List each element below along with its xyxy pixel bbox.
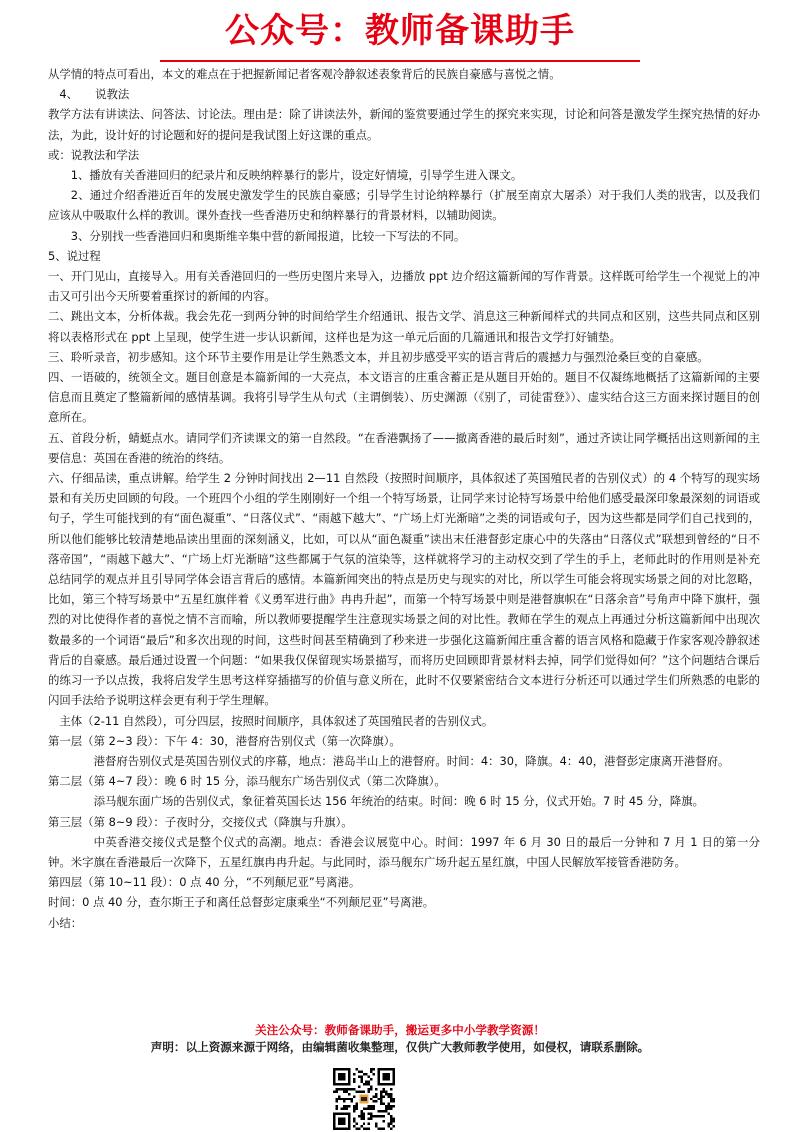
list-item: 1、播放有关香港回归的纪录片和反映纳粹暴行的影片，设定好情境，引导学生进入课文。 (70, 168, 523, 183)
footer (0, 1022, 800, 1056)
paragraph: 添马舰东面广场的告别仪式，象征着英国长达 156 年统治的结束。时间：晚 6 时 15 分，仪式开始。7 时 45 分，降旗。 (93, 794, 704, 809)
footer-notice: 关注公众号：教师备课助手，搬运更多中小学教学资源！ (255, 1023, 545, 1037)
paragraph: 主体（2-11 自然段），可分四层，按照时间顺序，具体叙述了英国殖民者的告别仪式。 (59, 713, 494, 728)
qr-code-icon (333, 1068, 395, 1130)
page-title: 公众号：教师备课助手 (225, 11, 575, 51)
list-item: 2、通过介绍香港近百年的发展史激发学生的民族自豪感；引导学生讨论纳粹暴行（扩展至南京大屠杀）对于我们人类的戕害，以及我们应该从中吸取什么样的教训。课外查找一些香港历史和纳粹暴行的背景材料，以辅助阅读。 (48, 188, 760, 223)
paragraph: 第三层（第 8~9 段）：子夜时分，交接仪式（降旗与升旗）。 (48, 814, 353, 829)
paragraph: 第四层（第 10~11 段）：0 点 40 分，“不列颠尼亚”号离港。 (48, 875, 361, 890)
paragraph: 或：说教法和学法 (48, 147, 140, 162)
footer-disclaimer: 声明：以上资源来源于网络，由编辑菌收集整理，仅供广大教师教学使用，如侵权，请联系删除。 (150, 1040, 650, 1054)
paragraph: 小结： (48, 915, 83, 930)
paragraph: 从学情的特点可看出，本文的难点在于把握新闻记者客观冷静叙述表象背后的民族自豪感与喜悦之情。 (48, 67, 561, 81)
paragraph: 教学方法有讲读法、问答法、讨论法。理由是：除了讲读法外，新闻的鉴赏要通过学生的探究来实现，讨论和问答是激发学生探究热情的好办法，为此，设计好的讨论题和好的提问是我试图上好这课的重点。 (48, 107, 760, 142)
paragraph: 第一层（第 2~3 段）：下午 4：30，港督府告别仪式（第一次降旗）。 (48, 733, 401, 748)
paragraph: 时间：0 点 40 分，查尔斯王子和离任总督彭定康乘坐“不列颠尼亚”号离港。 (48, 895, 435, 910)
paragraph: 中英香港交接仪式是整个仪式的高潮。地点：香港会议展览中心。时间：1997 年 6 月 30 日的最后一分钟和 7 月 1 日的第一分钟。米字旗在香港最后一次降下，五星红旗冉冉升起。与此同时，添马舰东广场升起五星红旗，中国人民解放军接管香港防务。 (48, 834, 760, 869)
section-heading: 4、 说教法 (59, 87, 130, 102)
paragraph: 港督府告别仪式是英国告别仪式的序幕，地点：港岛半山上的港督府。时间：4：30，降旗。4：40，港督彭定康离开港督府。 (93, 753, 730, 768)
title-underline (160, 60, 640, 62)
paragraph: 五、首段分析，蜻蜓点水。请同学们齐读课文的第一自然段。“在香港飘扬了——撤离香港的最后时刻”，通过齐读让同学概括出这则新闻的主要信息：英国在香港的统治的终结。 (48, 430, 760, 465)
section-heading: 5、说过程 (48, 248, 101, 263)
document-body (48, 64, 760, 933)
paragraph: 六、仔细品读，重点讲解。给学生 2 分钟时间找出 2—11 自然段（按照时间顺序，具体叙述了英国殖民者的告别仪式）的 4 个特写的现实场景和有关历史回顾的句段。一个班四个小组的学生刚刚好一个组一个特写场景，让同学来讨论特写场景中给他们感受最深印象最深刻的词语或句子，学生可能找到的有“面色凝重”、“日落仪式”、“雨越下越大”、“广场上灯光渐暗”之类的词语或句子，因为这些都是同学们自己找到的，所以他们能够比较清楚地品读出里面的深刻涵义，比如，可以从“面色凝重”读出末任港督彭定康心中的失落由“日落仪式”联想到曾经的“日不落帝国”，“雨越下越大”、“广场上灯光渐暗”这些都属于气氛的渲染等，这样就将学习的主动权交到了学生的手上，老师此时的作用则是补充总结同学的观点并且引导同学体会语言背后的感情。本篇新闻突出的特点是历史与现实的对比，所以学生可能会将现实场景之间的对比忽略，比如，第三个特写场景中“五星红旗伴着《义勇军进行曲》冉冉升起”，而第一个特写场景中则是港督旗帜在“日落余音”号角声中降下旗杆，强烈的对比使得作者的喜悦之情不言而喻，所以教师要提醒学生注意现实场景之间的对比性。教师在学生的观点上再通过分析这篇新闻中出现次数最多的一个词语“最后”和多次出现的时间，这些时间甚至精确到了秒来进一步强化这篇新闻庄重含蓄的语言风格和隐藏于作家客观冷静叙述背后的自豪感。最后通过设置一个问题：“如果我仅保留现实场景描写，而将历史回顾即背景材料去掉，同学们觉得如何？”这个问题结合课后的练习一予以点拨，我将启发学生思考这样穿插描写的价值与意义所在，此时不仅要紧密结合文本进行分析还可以通过学生们所熟悉的电影的闪回手法给予说明这样会更有利于学生理解。 (48, 471, 760, 708)
paragraph: 四、一语破的，统领全文。题目创意是本篇新闻的一大亮点，本文语言的庄重含蓄正是从题目开始的。题目不仅凝练地概括了这篇新闻的主要信息而且奠定了整篇新闻的感情基调。我将引导学生从句式（主谓倒装）、历史渊源（《别了，司徒雷登》）、虚实结合这三方面来探讨题目的创意所在。 (48, 370, 760, 425)
paragraph: 一、开门见山，直接导入。用有关香港回归的一些历史图片来导入，边播放 ppt 边介绍这篇新闻的写作背景。这样既可给学生一个视觉上的冲击又可引出今天所要着重探讨的新闻的内容。 (48, 269, 760, 304)
paragraph: 三、聆听录音，初步感知。这个环节主要作用是让学生熟悉文本，并且初步感受平实的语言背后的震撼力与强烈沧桑巨变的自豪感。 (48, 349, 709, 364)
list-item: 3、分别找一些香港回归和奥斯维辛集中营的新闻报道，比较一下写法的不同。 (70, 228, 466, 243)
paragraph: 二、跳出文本，分析体裁。我会先花一到两分钟的时间给学生介绍通讯、报告文学、消息这三种新闻样式的共同点和区别，这些共同点和区别将以表格形式在 ppt 上呈现，使学生进一步认识新闻，这样也是为这一单元后面的几篇通讯和报告文学打好铺垫。 (48, 309, 760, 344)
paragraph: 第二层（第 4~7 段）：晚 6 时 15 分，添马舰东广场告别仪式（第二次降旗）。 (48, 774, 446, 789)
